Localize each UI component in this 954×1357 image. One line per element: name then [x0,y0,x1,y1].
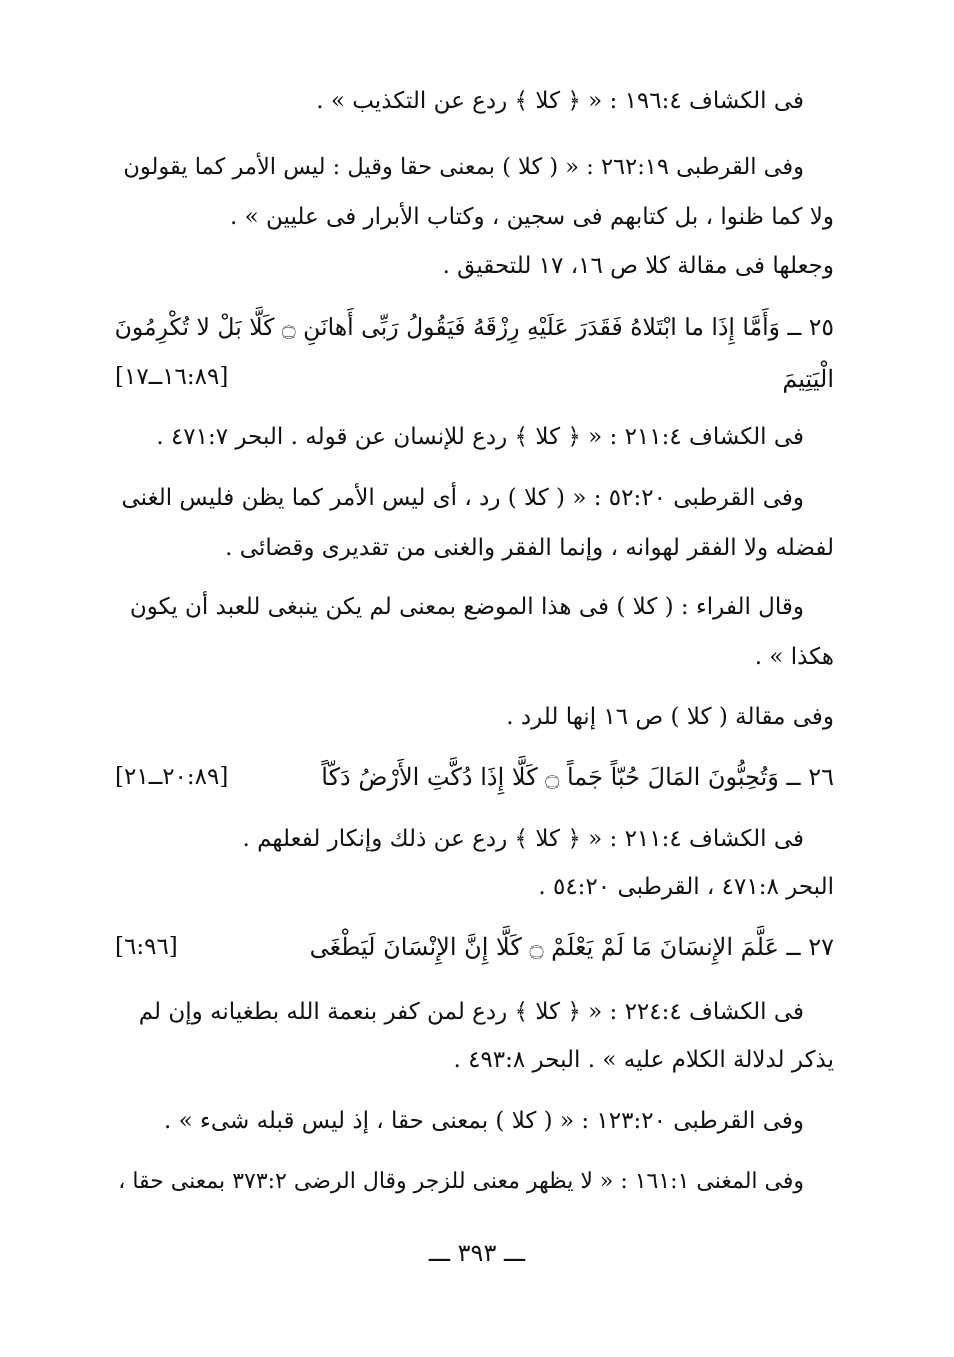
quran-verse-line: ٢٦ ــ وَتُحِبُّونَ المَالَ حُبّاً جَماً ۝ كَلَّا إِذَا دُكَّتِ الأَرْضُ دَكّاً [321,763,834,791]
text-line: فى الكشاف ٢١١:٤ : « ﴿ كلا ﴾ ردع عن ذلك وإنكار لفعلهم . [242,826,804,852]
quran-verse-line: الْيَتِيمَ [782,365,834,393]
verse-reference: [٢٠:٨٩ــ٢١] [115,764,229,790]
text-line: وفى مقالة ( كلا ) ص ١٦ إنها للرد . [506,704,834,730]
page-number: ـــ ٣٩٣ ـــ [428,1239,526,1267]
text-line: فى الكشاف ١٩٦:٤ : « ﴿ كلا ﴾ ردع عن التكذيب » . [316,88,804,114]
text-line: لفضله ولا الفقر لهوانه ، وإنما الفقر والغنى من تقديرى وقضائى . [225,535,834,561]
text-line: فى الكشاف ٢١١:٤ : « ﴿ كلا ﴾ ردع للإنسان عن قوله . البحر ٤٧١:٧ . [156,424,804,450]
text-line: وفى المغنى ١٦١:١ : « لا يظهر معنى للزجر وقال الرضى ٣٧٣:٢ بمعنى حقا ، [118,1169,804,1194]
quran-verse-line: ٢٧ ــ عَلَّمَ الإِنسَانَ مَا لَمْ يَعْلَمْ ۝ كَلَّا إِنَّ الإِنْسَانَ لَيَطْغَى [309,933,834,961]
verse-reference: [١٦:٨٩ــ١٧] [115,364,229,390]
text-line: ولا كما ظنوا ، بل كتابهم فى سجين ، وكتاب الأبرار فى عليين » . [230,204,834,230]
text-line: وفى القرطبى ١٢٣:٢٠ : « ( كلا ) بمعنى حقا ، إذ ليس قبله شىء » . [164,1108,804,1134]
verse-reference: [٦:٩٦] [115,934,178,960]
text-line: فى الكشاف ٢٢٤:٤ : « ﴿ كلا ﴾ ردع لمن كفر بنعمة الله بطغيانه وإن لم [138,999,804,1025]
text-line: هكذا » . [754,644,834,670]
quran-verse-line: ٢٥ ــ وَأَمَّا إِذَا ما ابْتَلاهُ فَقَدَرَ عَلَيْهِ رِزْقَهُ فَيَقُولُ رَبِّى أَهانَنِ ۝ كَلَّا بَلْ لا تُكْرِمُونَ [114,313,834,341]
text-line: وقال الفراء : ( كلا ) فى هذا الموضع بمعنى لم يكن ينبغى للعبد أن يكون [129,594,804,620]
text-line: وفى القرطبى ٢٦٢:١٩ : « ( كلا ) بمعنى حقا وقيل : ليس الأمر كما يقولون [123,154,804,180]
text-line: البحر ٤٧١:٨ ، القرطبى ٥٤:٢٠ . [538,874,834,900]
text-line: يذكر لدلالة الكلام عليه » . البحر ٤٩٣:٨ . [453,1047,834,1073]
text-line: وفى القرطبى ٥٢:٢٠ : « ( كلا ) رد ، أى ليس الأمر كما يظن فليس الغنى [121,485,804,511]
text-line: وجعلها فى مقالة كلا ص ١٦، ١٧ للتحقيق . [442,253,834,279]
